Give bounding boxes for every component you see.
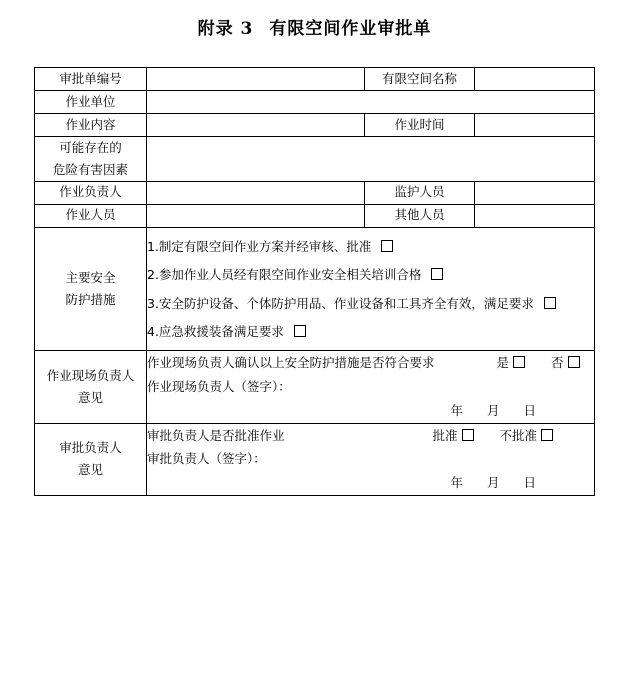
permit-no-field[interactable] — [147, 68, 365, 91]
yes-checkbox-icon[interactable] — [513, 356, 525, 368]
measure-item — [147, 322, 594, 341]
date-year-label: 年 — [450, 475, 463, 490]
measures-label-line2: 防护措施 — [65, 292, 116, 307]
work-content-label: 作业内容 — [35, 114, 147, 137]
site-leader-confirm-text: 作业现场负责人确认以上安全防护措施是否符合要求 — [147, 355, 435, 371]
site-leader-yes-label: 是 — [496, 355, 510, 371]
site-leader-date-line[interactable] — [147, 399, 594, 423]
permit-no-label: 审批单编号 — [35, 68, 147, 91]
table-row — [35, 114, 595, 137]
site-leader-confirm-line — [147, 351, 594, 375]
approver-decision-text: 审批负责人是否批准作业 — [147, 427, 285, 443]
checkbox-icon[interactable] — [544, 297, 556, 309]
table-row — [35, 181, 595, 204]
approver-opinion-field[interactable] — [147, 423, 595, 495]
work-leader-label: 作业负责人 — [35, 181, 147, 204]
measures-list — [147, 227, 595, 351]
table-row — [35, 91, 595, 114]
approver-date-line[interactable] — [147, 471, 594, 495]
table-row — [35, 423, 595, 495]
work-time-field[interactable] — [475, 114, 595, 137]
page-title — [0, 14, 629, 39]
hazards-label-line1: 可能存在的 — [59, 140, 122, 155]
approve-label: 批准 — [432, 427, 458, 443]
table-row — [35, 351, 595, 423]
work-leader-field[interactable] — [147, 181, 365, 204]
measure-item-text: 3.安全防护设备、个体防护用品、作业设备和工具齐全有效，满足要求 — [147, 295, 534, 311]
date-month-label: 月 — [486, 402, 500, 418]
approver-opinion-label-line1: 审批负责人 — [59, 440, 122, 456]
measure-item-text: 4.应急救援装备满足要求 — [147, 323, 284, 339]
site-leader-no-label: 否 — [551, 355, 564, 371]
reject-label: 不批准 — [499, 427, 538, 443]
hazards-label — [35, 137, 147, 182]
site-leader-opinion-label-line2: 意见 — [77, 389, 103, 405]
table-row — [35, 137, 595, 182]
approver-signature-line[interactable]: 审批负责人（签字）： — [147, 451, 266, 467]
checkbox-icon[interactable] — [431, 268, 443, 280]
checkbox-icon[interactable] — [381, 240, 393, 252]
approver-opinion-label — [35, 423, 147, 495]
permit-form-table — [34, 67, 595, 496]
measure-item-text: 1.制定有限空间作业方案并经审核、批准 — [147, 238, 372, 254]
measures-label — [35, 227, 147, 351]
date-day-label: 日 — [523, 402, 536, 418]
approver-opinion-label-line2: 意见 — [77, 462, 103, 478]
site-leader-opinion-field[interactable] — [147, 351, 595, 423]
site-leader-opinion-label-line1: 作业现场负责人 — [46, 368, 135, 383]
work-unit-label: 作业单位 — [35, 91, 147, 114]
measure-item — [147, 294, 594, 313]
page-title-index: 附录 3 — [197, 19, 254, 39]
others-field[interactable] — [475, 204, 595, 227]
approve-checkbox-icon[interactable] — [462, 429, 474, 441]
document-page — [0, 14, 629, 676]
measures-label-line1: 主要安全 — [65, 270, 116, 286]
hazards-label-line2: 危险有害因素 — [52, 161, 128, 177]
date-month-label: 月 — [486, 475, 500, 490]
date-year-label: 年 — [450, 402, 463, 418]
no-checkbox-icon[interactable] — [568, 356, 580, 368]
measure-item-text: 2.参加作业人员经有限空间作业安全相关培训合格 — [147, 267, 422, 283]
supervisor-field[interactable] — [475, 181, 595, 204]
table-row — [35, 227, 595, 351]
table-row — [35, 204, 595, 227]
work-time-label: 作业时间 — [365, 114, 475, 137]
workers-field[interactable] — [147, 204, 365, 227]
approver-decision-line — [147, 424, 594, 448]
space-name-field[interactable] — [475, 68, 595, 91]
space-name-label: 有限空间名称 — [365, 68, 475, 91]
measure-item — [147, 265, 594, 284]
workers-label: 作业人员 — [35, 204, 147, 227]
supervisor-label: 监护人员 — [365, 181, 475, 204]
others-label: 其他人员 — [365, 204, 475, 227]
page-title-text: 有限空间作业审批单 — [269, 19, 432, 39]
work-unit-field[interactable] — [147, 91, 595, 114]
site-leader-signature-line[interactable]: 作业现场负责人（签字）： — [147, 379, 291, 394]
site-leader-opinion-label — [35, 351, 147, 423]
date-day-label: 日 — [523, 475, 536, 490]
table-row — [35, 68, 595, 91]
work-content-field[interactable] — [147, 114, 365, 137]
checkbox-icon[interactable] — [294, 325, 306, 337]
reject-checkbox-icon[interactable] — [541, 429, 553, 441]
measure-item — [147, 237, 594, 256]
hazards-field[interactable] — [147, 137, 595, 182]
